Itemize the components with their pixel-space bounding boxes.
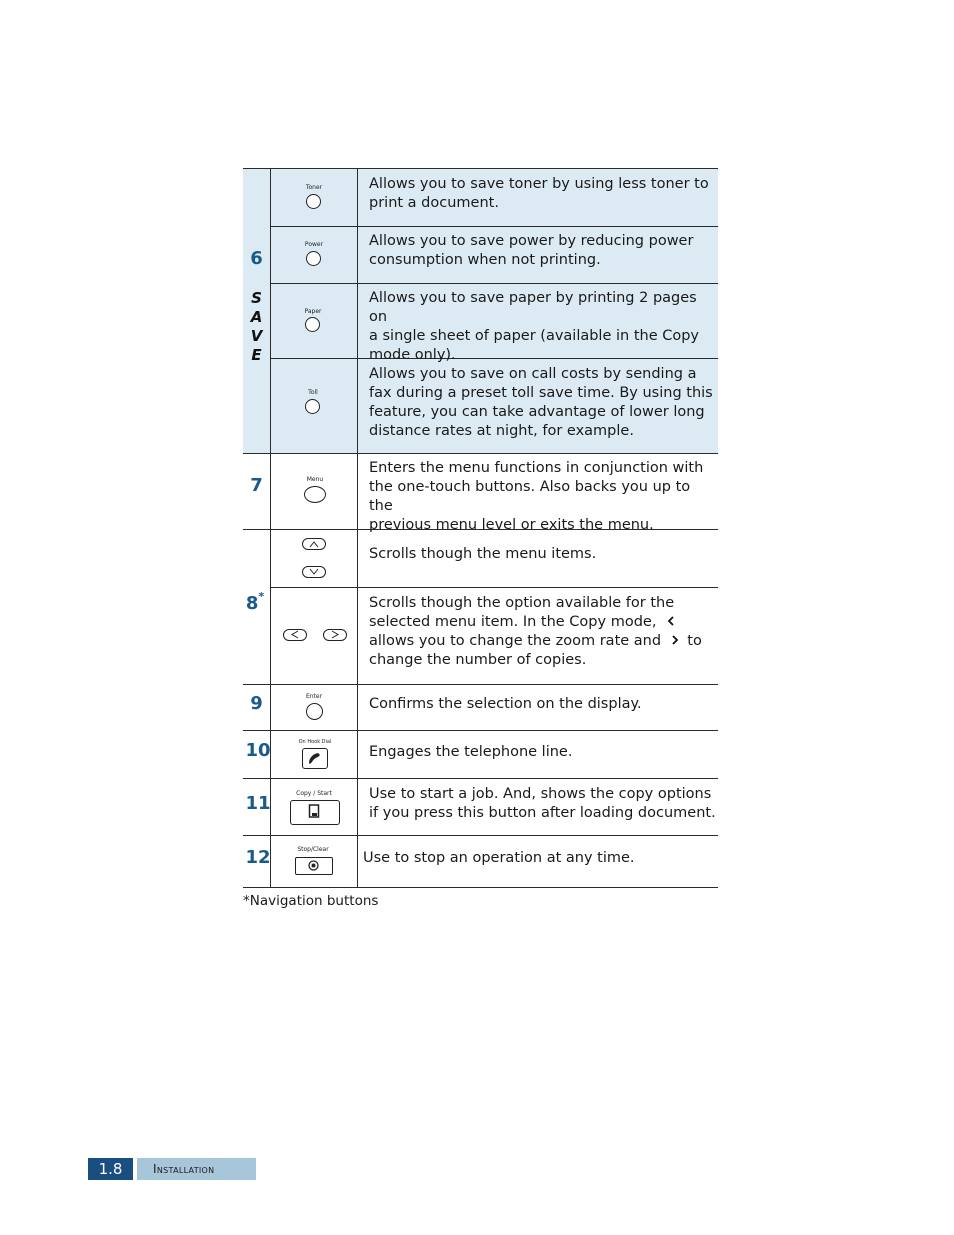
save-letter: V — [250, 327, 263, 345]
scroll-right-button[interactable] — [323, 629, 347, 641]
scroll-up-button[interactable] — [302, 538, 326, 550]
power-button-label: Power — [304, 241, 324, 248]
chevron-left-icon — [665, 615, 677, 627]
row-divider — [243, 835, 718, 836]
toner-description: Allows you to save toner by using less toner to print a document. — [369, 176, 709, 211]
row-divider — [270, 587, 718, 588]
paper-description: Allows you to save paper by printing 2 pages on a single sheet of paper (available in the Copy mode only). — [369, 290, 700, 363]
row-divider — [243, 778, 718, 779]
row-divider — [243, 684, 718, 685]
toll-button[interactable] — [305, 399, 320, 414]
copy-start-button-label: Copy / Start — [296, 790, 332, 797]
toner-button[interactable] — [306, 194, 321, 209]
stop-clear-button-label: Stop/Clear — [297, 846, 329, 853]
phone-handset-icon — [303, 749, 326, 767]
row-divider — [243, 730, 718, 731]
scroll-left-button[interactable] — [283, 629, 307, 641]
stop-clear-button[interactable] — [295, 857, 333, 875]
toll-description: Allows you to save on call costs by sending a fax during a preset toll save time. By using this feature, you can take advantage of lower long distance rates at night, for example. — [369, 366, 713, 439]
on-hook-dial-button-label: On Hook Dial — [298, 739, 332, 745]
menu-button[interactable] — [304, 486, 326, 503]
page-number: 1.8 — [88, 1158, 133, 1180]
footnote: *Navigation buttons — [243, 893, 379, 909]
chevron-down-icon — [308, 568, 320, 576]
chevron-right-icon — [669, 634, 681, 646]
enter-description: Confirms the selection on the display. — [369, 696, 642, 712]
paper-button-label: Paper — [304, 308, 322, 315]
row-number-8: 8* — [245, 590, 265, 614]
row-number-9: 9 — [250, 693, 263, 714]
enter-button[interactable] — [306, 703, 323, 720]
row-divider — [243, 887, 718, 888]
copy-document-icon — [291, 801, 338, 823]
row-number-6: 6 — [250, 248, 263, 269]
menu-button-label: Menu — [306, 476, 324, 483]
scroll-up-down-description: Scrolls though the menu items. — [369, 546, 597, 562]
power-button[interactable] — [306, 251, 321, 266]
column-divider — [270, 168, 271, 888]
row-number-7: 7 — [250, 475, 263, 496]
button-description-table — [243, 168, 718, 888]
save-letter: S — [251, 289, 262, 307]
row-number-12: 12 — [245, 847, 271, 868]
chevron-right-icon — [329, 630, 341, 639]
row-number-11: 11 — [245, 793, 271, 814]
stop-icon — [296, 858, 331, 873]
paper-button[interactable] — [305, 317, 320, 332]
scroll-down-button[interactable] — [302, 566, 326, 578]
toner-button-label: Toner — [305, 184, 323, 191]
enter-button-label: Enter — [305, 693, 323, 700]
row-divider — [243, 168, 718, 169]
menu-description: Enters the menu functions in conjunction with the one-touch buttons. Also backs you up to the previous menu level or exits the menu. — [369, 460, 704, 533]
row-divider — [270, 226, 718, 227]
chevron-left-icon — [289, 630, 301, 639]
section-title: Installation — [137, 1158, 256, 1180]
copy-start-description: Use to start a job. And, shows the copy options if you press this button after loading document. — [369, 786, 716, 821]
on-hook-dial-description: Engages the telephone line. — [369, 744, 573, 760]
save-letter: A — [250, 308, 263, 326]
power-description: Allows you to save power by reducing power consumption when not printing. — [369, 233, 694, 268]
copy-start-button[interactable] — [290, 800, 340, 825]
scroll-left-right-description: Scrolls though the option available for the selected menu item. In the Copy mode, allows you to change the zoom rate and to change the number of copies. — [369, 595, 702, 668]
row-number-10: 10 — [245, 740, 271, 761]
chevron-up-icon — [308, 540, 320, 548]
row-divider — [243, 453, 718, 454]
on-hook-dial-button[interactable] — [302, 748, 328, 769]
column-divider — [357, 168, 358, 888]
save-letter: E — [251, 346, 262, 364]
stop-clear-description: Use to stop an operation at any time. — [363, 850, 635, 866]
toll-button-label: Toll — [308, 389, 318, 396]
row-divider — [270, 283, 718, 284]
